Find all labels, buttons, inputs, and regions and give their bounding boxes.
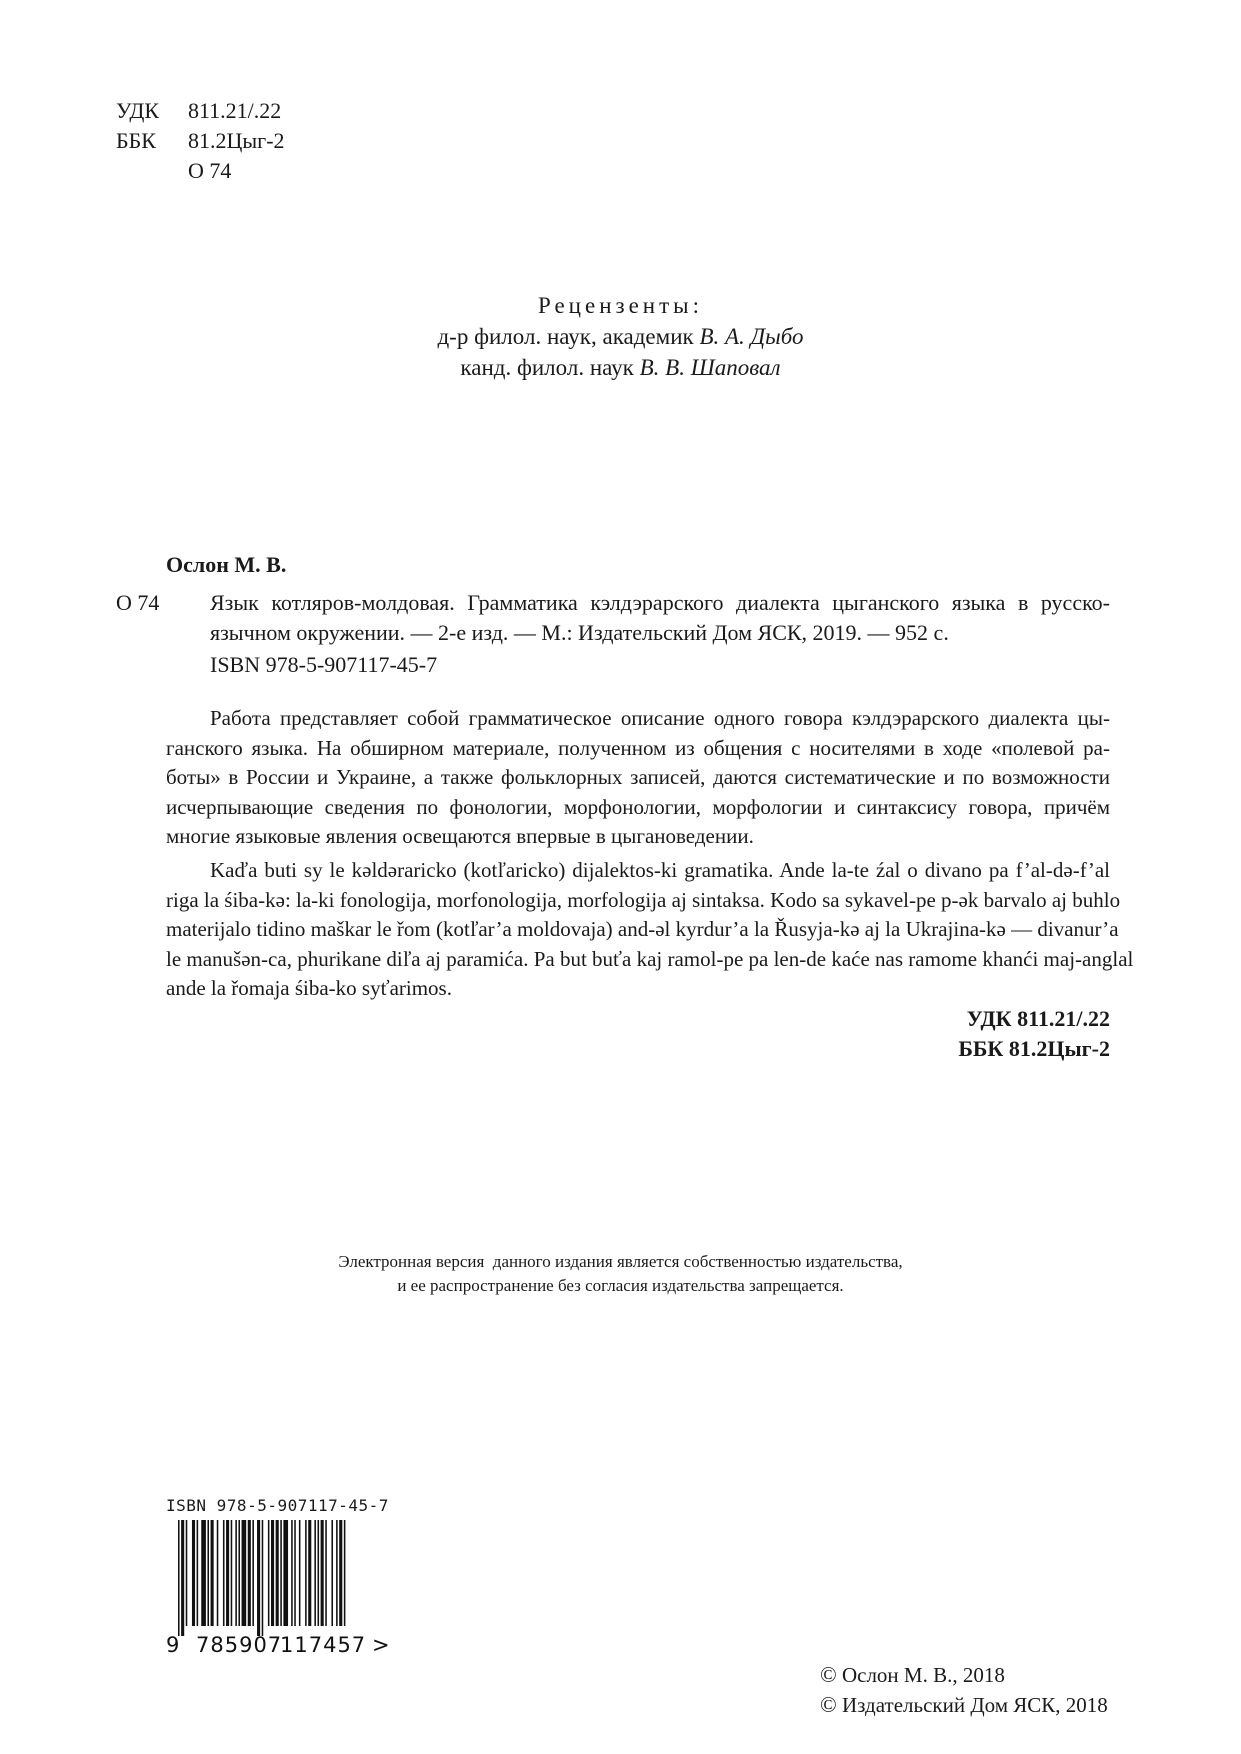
copyright-icon: ©: [820, 1692, 837, 1717]
barcode-bar: [178, 1520, 180, 1636]
barcode-bar: [235, 1520, 237, 1626]
barcode-bar: [305, 1520, 307, 1626]
abstract-line: Kaďa buti sy le kəldəraricko (kotľaricko) dijalektos-ki gramatika. Ande la-te źal o divano pa f’al-də-f’al: [210, 858, 1110, 882]
barcode-bar: [211, 1520, 214, 1626]
barcode-bar: [217, 1520, 219, 1626]
entry-title-line: язычном окружении. — 2-е изд. — М.: Издательский Дом ЯСК, 2019. — 952 с.: [210, 620, 949, 645]
barcode-bar: [231, 1520, 233, 1626]
abstract-line: исчерпывающие сведения по фонологии, морфонологии, морфологии и синтаксису говора, причём: [166, 794, 1110, 819]
barcode-bar: [291, 1520, 293, 1626]
copyright-notice: [0, 1250, 1241, 1298]
reviewer-2-name: В. В. Шаповал: [639, 355, 781, 380]
copyright-line-1: [820, 1660, 1108, 1690]
abstract-line: Работа представляет собой грамматическое описание одного говора кэлдэрарского диалекта цы-: [210, 706, 1110, 730]
barcode-bar: [294, 1520, 296, 1626]
barcode-bar: [299, 1520, 301, 1626]
barcode-bar: [339, 1520, 342, 1626]
barcode-bar: [242, 1520, 247, 1626]
barcode-bar: [308, 1520, 311, 1626]
abstract-line: materijalo tidino maškar le řom (kotľar’a moldovaja) and-əl kyrdur’a la Řusyja-kə aj la Ukrajina-kə — divanur’a: [166, 917, 1119, 941]
classification-udk: УДК 811.21/.22: [966, 1006, 1110, 1031]
bbk-label: ББК: [116, 128, 156, 153]
barcode-bar: [207, 1520, 209, 1626]
udk-value: 811.21/.22: [188, 98, 282, 123]
barcode-bar: [268, 1520, 270, 1626]
abstract-line: ганского языка. На обширном материале, полученном из общения с носителями в ходе «полевой ра-: [166, 735, 1110, 760]
barcode-bar: [271, 1520, 274, 1626]
classification-bbk: ББК 81.2Цыг-2: [958, 1036, 1110, 1061]
barcode-bar: [276, 1520, 279, 1626]
barcode-bar: [257, 1520, 260, 1636]
reviewer-1-title: д-р филол. наук, академик: [437, 324, 700, 349]
barcode-digits-left: 785907: [196, 1633, 283, 1656]
notice-line: Электронная версия данного издания является собственностью издательства,: [338, 1252, 903, 1271]
barcode-bars: [166, 1520, 406, 1656]
abstract-romani: [166, 856, 1134, 1004]
bbk-value: 81.2Цыг-2: [188, 128, 285, 153]
author-code: О 74: [188, 158, 232, 183]
abstract-line: le manušən-ca, phurikane diľa aj paramića. Pa but buťa kaj ramol-pe pa len-de kaće nas ramome khanći maj-anglal: [166, 946, 1134, 971]
barcode-bar: [226, 1520, 229, 1626]
copyright-icon: ©: [820, 1662, 837, 1687]
reviewer-2-title: канд. филол. наук: [460, 355, 640, 380]
reviewer-1: [0, 321, 1241, 352]
abstract-line: riga la śiba-kə: la-ki fonologija, morfonologija, morfologija aj sintaksa. Kodo sa sykavel-pe p-ək barvalo aj buhlo: [166, 887, 1121, 912]
reviewers-block: [0, 290, 1241, 383]
copyright-text: Издательский Дом ЯСК, 2018: [841, 1693, 1108, 1717]
barcode-bar: [252, 1520, 254, 1626]
barcode-digits-right: 117457: [280, 1633, 367, 1656]
barcode-bar: [248, 1520, 251, 1626]
barcode-bar: [192, 1520, 195, 1626]
barcode-bar: [325, 1520, 327, 1626]
abstract-line: боты» в России и Украине, а также фольклорных записей, даются систематические и по возможности: [166, 765, 1110, 789]
barcode-bar: [331, 1520, 333, 1626]
barcode-bar: [181, 1520, 184, 1636]
barcode-quiet-mark: >: [372, 1633, 390, 1656]
notice-line: и ее распространение без согласия издательства запрещается.: [397, 1276, 844, 1295]
reviewer-1-name: В. А. Дыбо: [699, 324, 804, 349]
barcode-bar: [238, 1520, 240, 1626]
barcode-bar: [314, 1520, 316, 1626]
entry-title-line: Язык котляров-молдовая. Грамматика кэлдэрарского диалекта цыганского языка в русско-: [210, 590, 1110, 615]
barcode-bar: [321, 1520, 324, 1626]
copyright-line-2: [820, 1690, 1108, 1720]
barcode-digit-first: 9: [166, 1633, 180, 1656]
barcode-isbn-text: ISBN 978-5-907117-45-7: [166, 1496, 389, 1515]
barcode-bar: [197, 1520, 199, 1626]
barcode-bar: [344, 1520, 346, 1626]
barcode-bar: [280, 1520, 282, 1626]
barcode-bar: [262, 1520, 264, 1636]
barcode-bar: [318, 1520, 320, 1626]
abstract-line: многие языковые явления освещаются впервые в цыгановедении.: [166, 824, 754, 848]
barcode-bar: [186, 1520, 188, 1626]
barcode-bar: [336, 1520, 338, 1626]
entry-code: О 74: [116, 590, 160, 615]
barcode-bar: [283, 1520, 288, 1626]
entry-isbn: ISBN 978-5-907117-45-7: [210, 652, 438, 677]
abstract-line: ande la řomaja śiba-ko syťarimos.: [166, 976, 452, 1000]
barcode-bar: [223, 1520, 225, 1626]
entry-title: [210, 588, 1110, 648]
reviewer-2: [0, 352, 1241, 383]
entry-author: Ослон М. В.: [166, 552, 287, 577]
copyright-text: Ослон М. В., 2018: [841, 1663, 1005, 1687]
barcode-bar: [201, 1520, 206, 1626]
reviewers-heading: Рецензенты:: [537, 293, 704, 318]
copyright-block: [820, 1660, 1108, 1720]
abstract-russian: [166, 704, 1110, 852]
barcode: [166, 1520, 406, 1661]
udk-label: УДК: [116, 98, 160, 123]
